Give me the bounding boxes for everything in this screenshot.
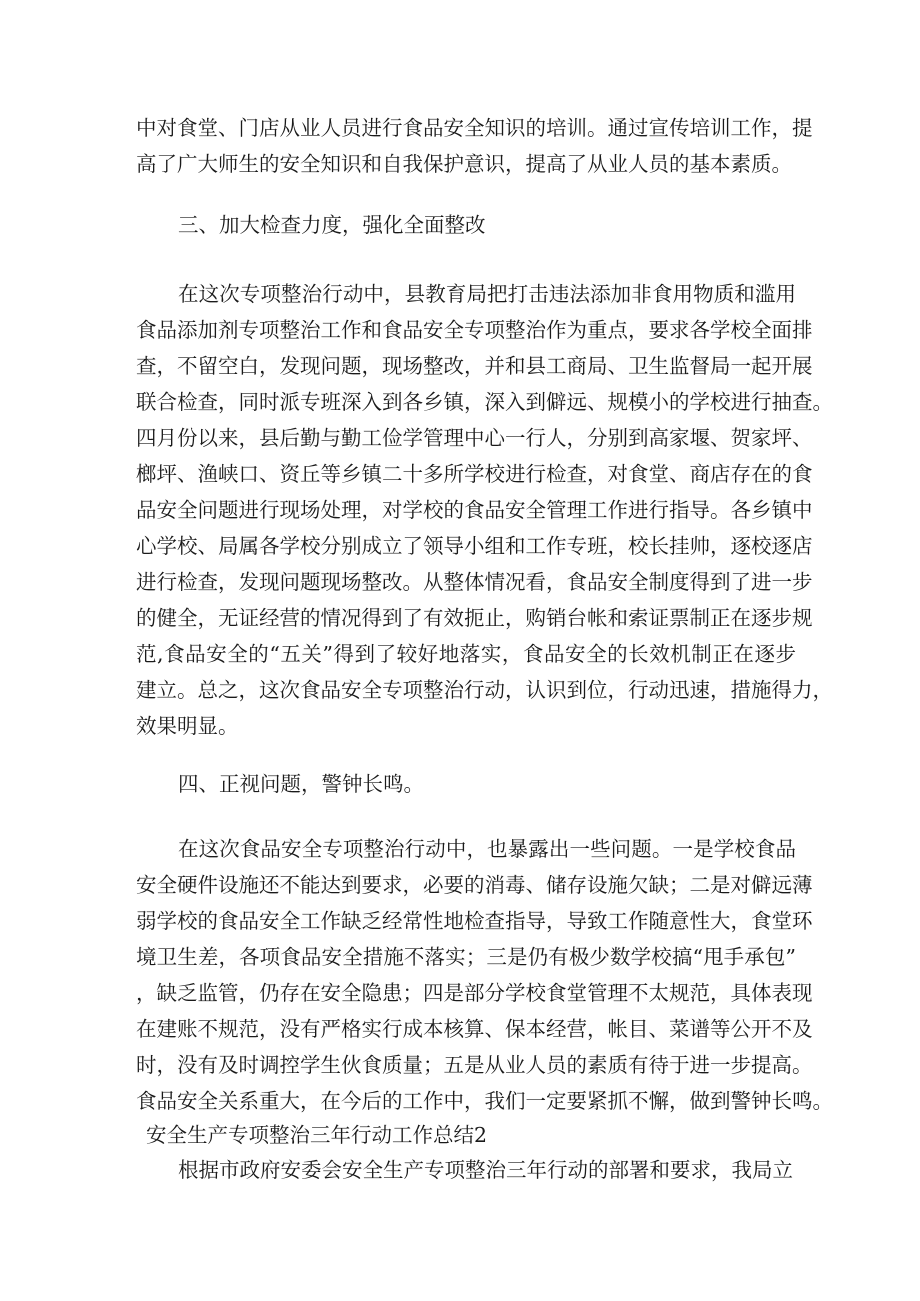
paragraph-line: 效果明显。 <box>136 714 239 738</box>
section-heading: 三、加大检查力度，强化全面整改 <box>178 213 486 237</box>
paragraph-line: ，缺乏监管，仍存在安全隐患；四是部分学校食堂管理不太规范，具体表现 <box>136 981 813 1005</box>
paragraph-line: 四月份以来，县后勤与勤工俭学管理中心一行人，分别到高家堰、贺家坪、 <box>136 426 813 450</box>
paragraph-line: 高了广大师生的安全知识和自我保护意识，提高了从业人员的基本素质。 <box>136 152 792 176</box>
document-title: 安全生产专项整治三年行动工作总结2 <box>146 1123 488 1147</box>
paragraph-line: 在这次专项整治行动中，县教育局把打击违法添加非食用物质和滥用 <box>178 282 796 306</box>
paragraph-line: 查，不留空白，发现问题，现场整改，并和县工商局、卫生监督局一起开展 <box>136 354 813 378</box>
paragraph-line: 心学校、局属各学校分别成立了领导小组和工作专班，校长挂帅，逐校逐店 <box>136 534 813 558</box>
paragraph-line: 中对食堂、门店从业人员进行食品安全知识的培训。通过宣传培训工作，提 <box>136 116 813 140</box>
paragraph-line: 联合检查，同时派专班深入到各乡镇，深入到僻远、规模小的学校进行抽查。 <box>136 390 833 414</box>
paragraph-line: 安全硬件设施还不能达到要求，必要的消毒、储存设施欠缺；二是对僻远薄 <box>136 873 813 897</box>
paragraph-line: 弱学校的食品安全工作缺乏经常性地检查指导，导致工作随意性大，食堂环 <box>136 909 813 933</box>
paragraph-line: 在这次食品安全专项整治行动中，也暴露出一些问题。一是学校食品 <box>178 837 796 861</box>
paragraph-line: 进行检查，发现问题现场整改。从整体情况看，食品安全制度得到了进一步 <box>136 570 813 594</box>
paragraph-line: 食品添加剂专项整治工作和食品安全专项整治作为重点，要求各学校全面排 <box>136 318 813 342</box>
paragraph-line: 榔坪、渔峡口、资丘等乡镇二十多所学校进行检查，对食堂、商店存在的食 <box>136 462 813 486</box>
paragraph-line: 境卫生差，各项食品安全措施不落实；三是仍有极少数学校搞“甩手承包” <box>136 945 796 969</box>
paragraph-line: 范,食品安全的“五关”得到了较好地落实，食品安全的长效机制正在逐步 <box>136 642 796 666</box>
paragraph-line: 的健全，无证经营的情况得到了有效扼止，购销台帐和索证票制正在逐步规 <box>136 606 813 630</box>
paragraph-line: 建立。总之，这次食品安全专项整治行动，认识到位，行动迅速，措施得力， <box>136 678 833 702</box>
paragraph-line: 时，没有及时调控学生伙食质量；五是从业人员的素质有待于进一步提高。 <box>136 1053 813 1077</box>
paragraph-line: 根据市政府安委会安全生产专项整治三年行动的部署和要求，我局立 <box>178 1158 793 1182</box>
paragraph-line: 食品安全关系重大，在今后的工作中，我们一定要紧抓不懈，做到警钟长鸣。 <box>136 1089 833 1113</box>
section-heading: 四、正视问题，警钟长鸣。 <box>178 772 424 796</box>
paragraph-line: 在建账不规范，没有严格实行成本核算、保本经营，帐目、菜谱等公开不及 <box>136 1017 813 1041</box>
paragraph-line: 品安全问题进行现场处理，对学校的食品安全管理工作进行指导。各乡镇中 <box>136 498 813 522</box>
